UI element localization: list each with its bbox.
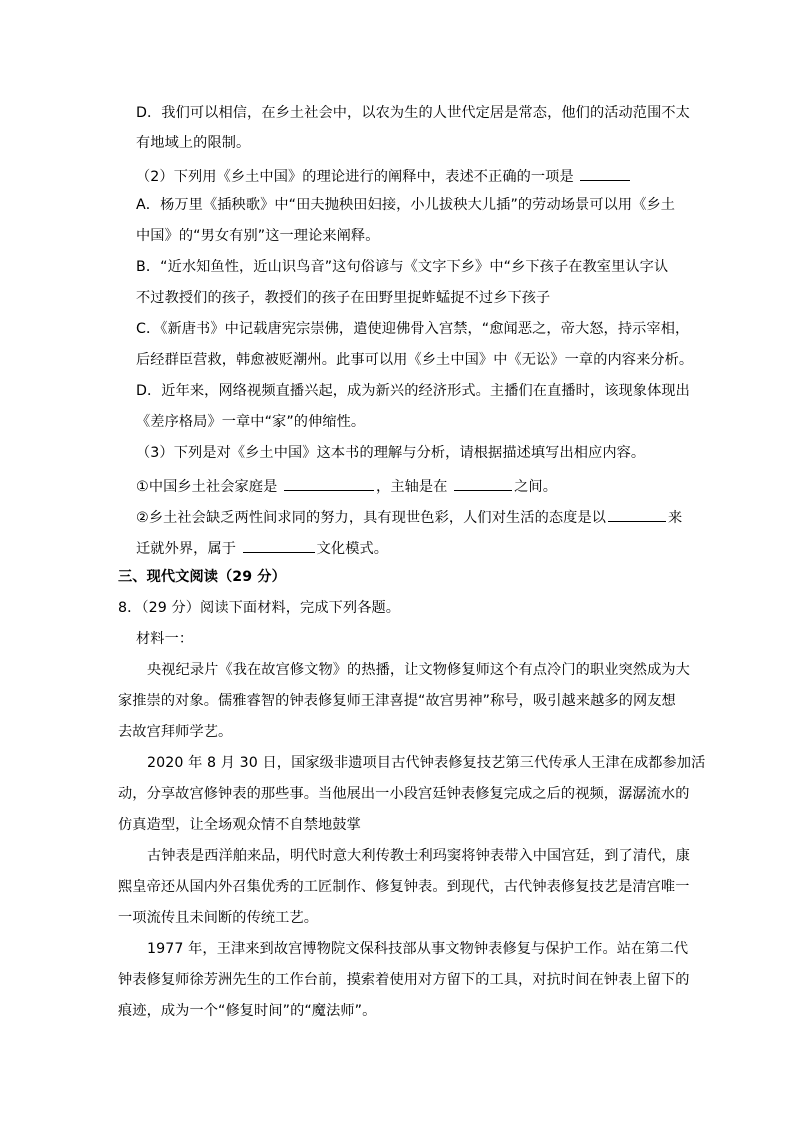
q7-part3-item2-line1: ②乡土社会缺乏两性间求同的努力，具有现世色彩，人们对生活的态度是以 来 xyxy=(136,506,682,527)
paragraph-3-line2: 熙皇帝还从国内外召集优秀的工匠制作、修复钟表。到现代，古代钟表修复技艺是清宫唯一 xyxy=(118,879,690,895)
paragraph-3-line1: 古钟表是西洋舶来品，明代时意大利传教士利玛窦将钟表带入中国宫廷，到了清代，康 xyxy=(147,848,690,864)
q7-option-d2-line2: 《差序格局》一章中“家”的伸缩性。 xyxy=(136,414,366,430)
q7-part3-item1: ①中国乡土社会家庭是 ，主轴是在 之间。 xyxy=(136,475,557,496)
paragraph-1-line3: 去故宫拜师学艺。 xyxy=(118,724,233,740)
q7-part3-item2-line2: 迁就外界，属于 文化模式。 xyxy=(136,537,388,558)
q7-part3-stem: （3）下列是对《乡土中国》这本书的理解与分析，请根据描述填写出相应内容。 xyxy=(136,445,646,461)
q7-option-b-line2: 不过教授们的孩子，教授们的孩子在田野里捉蚱蜢捉不过乡下孩子 xyxy=(136,290,551,306)
answer-blank xyxy=(284,475,374,491)
material-label: 材料一： xyxy=(136,631,194,647)
paragraph-1-line2: 家推崇的对象。儒雅睿智的钟表修复师王津喜提“故宫男神”称号，吸引越来越多的网友想 xyxy=(118,693,676,709)
paragraph-1-line1: 央视纪录片《我在故宫修文物》的热播，让文物修复师这个有点冷门的职业突然成为大 xyxy=(147,662,690,678)
paragraph-2-line2: 动，分享故宫修钟表的那些事。当他展出一小段宫廷钟表修复完成之后的视频，潺潺流水的 xyxy=(118,786,690,802)
paragraph-2-line1: 2020 年 8 月 30 日，国家级非遗项目古代钟表修复技艺第三代传承人王津在成都参加活 xyxy=(147,755,706,771)
paragraph-4-line2: 钟表修复师徐芳洲先生的工作台前，摸索着使用对方留下的工具，对抗时间在钟表上留下的 xyxy=(118,972,690,988)
section-heading: 三、现代文阅读（29 分） xyxy=(118,569,286,585)
q7-part2-stem: （2）下列用《乡土中国》的理论进行的阐释中，表述不正确的一项是 xyxy=(136,165,632,186)
q7-option-a-line1: A．杨万里《插秧歌》中“田夫抛秧田妇接，小儿拔秧大儿插”的劳动场景可以用《乡土 xyxy=(136,197,676,213)
q7-option-d-line2: 有地域上的限制。 xyxy=(136,135,251,151)
q7-option-d-line1: D．我们可以相信，在乡土社会中，以农为生的人世代定居是常态，他们的活动范围不太 xyxy=(136,105,690,121)
paragraph-2-line3: 仿真造型，让全场观众情不自禁地鼓掌 xyxy=(118,817,361,833)
answer-blank xyxy=(580,165,630,181)
q7-option-a-line2: 中国》的“男女有别”这一理论来阐释。 xyxy=(136,228,380,244)
paragraph-4-line1: 1977 年，王津来到故宫博物院文保科技部从事文物钟表修复与保护工作。站在第二代 xyxy=(147,941,689,957)
q7-option-b-line1: B．“近水知鱼性，近山识鸟音”这句俗谚与《文字下乡》中“乡下孩子在教室里认字认 xyxy=(136,259,669,275)
paragraph-4-line3: 痕迹，成为一个“修复时间”的“魔法师”。 xyxy=(118,1003,377,1019)
answer-blank xyxy=(454,475,512,491)
answer-blank xyxy=(608,506,666,522)
answer-blank xyxy=(243,537,315,553)
q7-option-c-line2: 后经群臣营救，韩愈被贬潮州。此事可以用《乡土中国》中《无讼》一章的内容来分析。 xyxy=(136,352,694,368)
paragraph-3-line3: 一项流传且未间断的传统工艺。 xyxy=(118,910,319,926)
q8-stem: 8．（29 分）阅读下面材料，完成下列各题。 xyxy=(118,600,401,616)
q7-option-c-line1: C．《新唐书》中记载唐宪宗崇佛，遣使迎佛骨入宫禁，“愈闻恶之，帝大怒，持示宰相， xyxy=(136,321,690,337)
q7-option-d2-line1: D．近年来，网络视频直播兴起，成为新兴的经济形式。主播们在直播时，该现象体现出 xyxy=(136,383,690,399)
